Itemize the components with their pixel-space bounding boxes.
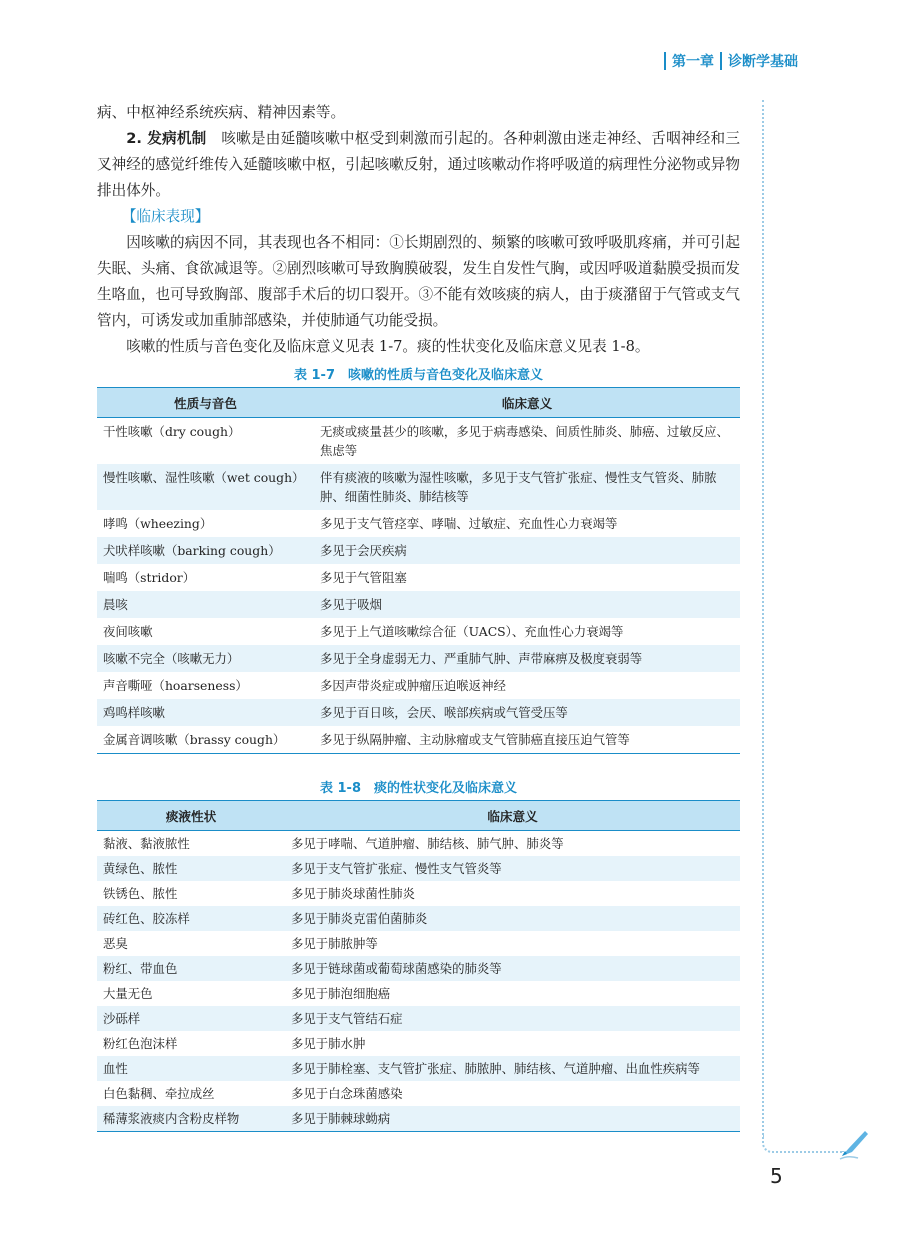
table-row xyxy=(97,672,740,699)
table-row xyxy=(97,418,740,465)
row-label-cell: 咳嗽不完全（咳嗽无力） xyxy=(97,645,314,672)
column-header: 性质与音色 xyxy=(97,388,314,418)
table-row xyxy=(97,564,740,591)
row-meaning-cell: 多见于支气管结石症 xyxy=(285,1006,740,1031)
row-meaning-cell: 多见于肺水肿 xyxy=(291,1036,366,1051)
subsection-heading: 2. 发病机制 xyxy=(126,130,207,147)
row-label-cell: 晨咳 xyxy=(97,591,314,618)
row-meaning-cell: 多见于百日咳，会厌、喉部疾病或气管受压等 xyxy=(314,699,740,726)
header-divider xyxy=(664,52,666,70)
row-meaning-cell: 多见于肺泡细胞癌 xyxy=(291,986,391,1001)
row-label-cell: 铁锈色、脓性 xyxy=(103,886,178,901)
row-label-cell: 大量无色 xyxy=(103,986,153,1001)
row-label-cell: 干性咳嗽（dry cough） xyxy=(103,424,241,439)
row-meaning-cell: 多见于肺炎克雷伯菌肺炎 xyxy=(285,906,740,931)
table-row xyxy=(97,856,740,881)
row-meaning-cell: 多见于气管阻塞 xyxy=(320,570,407,585)
row-label-cell: 鸡鸣样咳嗽 xyxy=(97,699,314,726)
row-label-cell: 慢性咳嗽、湿性咳嗽（wet cough） xyxy=(97,464,314,510)
table-row xyxy=(97,881,740,906)
table-row xyxy=(97,1006,740,1031)
row-meaning-cell: 多见于肺棘球蚴病 xyxy=(285,1106,740,1132)
table-row xyxy=(97,956,740,981)
row-meaning-cell: 多见于哮喘、气道肿瘤、肺结核、肺气肿、肺炎等 xyxy=(291,836,564,851)
paragraph-continued: 病、中枢神经系统疾病、精神因素等。 xyxy=(97,104,346,121)
row-label-cell: 砖红色、胶冻样 xyxy=(97,906,285,931)
row-meaning-cell: 多见于吸烟 xyxy=(314,591,740,618)
table-row xyxy=(97,464,740,510)
table-header-row xyxy=(97,801,740,831)
table-row xyxy=(97,981,740,1006)
table-1-7 xyxy=(97,387,740,754)
row-label-cell: 夜间咳嗽 xyxy=(103,624,153,639)
row-label-cell: 金属音调咳嗽（brassy cough） xyxy=(97,726,314,754)
row-meaning-cell: 多见于肺脓肿等 xyxy=(291,936,378,951)
table-row xyxy=(97,591,740,618)
table-row xyxy=(97,1056,740,1081)
table-row xyxy=(97,726,740,754)
header-divider xyxy=(720,52,722,70)
pen-icon xyxy=(838,1128,872,1162)
body-text xyxy=(97,100,740,360)
row-label-cell: 稀薄浆液痰内含粉皮样物 xyxy=(97,1106,285,1132)
table-row xyxy=(97,699,740,726)
table-header-row xyxy=(97,388,740,418)
row-meaning-cell: 多见于上气道咳嗽综合征（UACS）、充血性心力衰竭等 xyxy=(320,624,624,639)
column-header: 临床意义 xyxy=(314,388,740,418)
table-1-7-caption: 表 1-7 咳嗽的性质与音色变化及临床意义 xyxy=(293,368,543,383)
row-label-cell: 黄绿色、脓性 xyxy=(97,856,285,881)
column-header: 临床意义 xyxy=(285,801,740,831)
margin-decoration xyxy=(762,100,764,1135)
table-row xyxy=(97,510,740,537)
table-1-8-caption: 表 1-8 痰的性状变化及临床意义 xyxy=(319,781,517,796)
table-row xyxy=(97,906,740,931)
paragraph-clinical: 因咳嗽的病因不同，其表现也各不相同：①长期剧烈的、频繁的咳嗽可致呼吸肌疼痛，并可引起失眠、头痛、食欲减退等。②剧烈咳嗽可导致胸膜破裂，发生自发性气胸，或因呼吸道黏膜受损而发生咯血，也可导致胸部、腹部手术后的切口裂开。③不能有效咳痰的病人，由于痰潴留于气管或支气管内，可诱发或加重肺部感染，并使肺通气功能受损。 xyxy=(97,234,740,329)
mechanism-text: 咳嗽是由延髓咳嗽中枢受到刺激而引起的。各种刺激由迷走神经、舌咽神经和三叉神经的感觉纤维传入延髓咳嗽中枢，引起咳嗽反射，通过咳嗽动作将呼吸道的病理性分泌物或异物排出体外。 xyxy=(97,130,740,199)
row-label-cell: 粉红、带血色 xyxy=(97,956,285,981)
row-meaning-cell: 多见于肺炎球菌性肺炎 xyxy=(291,886,415,901)
row-meaning-cell: 多见于白念珠菌感染 xyxy=(291,1086,403,1101)
table-row xyxy=(97,1081,740,1106)
row-meaning-cell: 无痰或痰量甚少的咳嗽，多见于病毒感染、间质性肺炎、肺癌、过敏反应、焦虑等 xyxy=(320,424,729,458)
row-meaning-cell: 多见于支气管扩张症、慢性支气管炎等 xyxy=(285,856,740,881)
table-row xyxy=(97,1031,740,1056)
row-label-cell: 黏液、黏液脓性 xyxy=(103,836,190,851)
table-row xyxy=(97,1106,740,1132)
row-label-cell: 白色黏稠、牵拉成丝 xyxy=(103,1086,215,1101)
table-row xyxy=(97,831,740,857)
row-meaning-cell: 多见于肺栓塞、支气管扩张症、肺脓肿、肺结核、气道肿瘤、出血性疾病等 xyxy=(285,1056,740,1081)
table-row xyxy=(97,537,740,564)
paragraph-reference: 咳嗽的性质与音色变化及临床意义见表 1-7。痰的性状变化及临床意义见表 1-8。 xyxy=(126,338,650,355)
table-row xyxy=(97,645,740,672)
row-label-cell: 犬吠样咳嗽（barking cough） xyxy=(97,537,314,564)
table-row xyxy=(97,618,740,645)
row-label-cell: 恶臭 xyxy=(103,936,128,951)
row-label-cell: 喘鸣（stridor） xyxy=(103,570,196,585)
row-meaning-cell: 多因声带炎症或肿瘤压迫喉返神经 xyxy=(320,678,506,693)
row-meaning-cell: 伴有痰液的咳嗽为湿性咳嗽，多见于支气管扩张症、慢性支气管炎、肺脓肿、细菌性肺炎、肺结核等 xyxy=(314,464,740,510)
margin-decoration-corner xyxy=(762,1135,844,1153)
row-meaning-cell: 多见于会厌疾病 xyxy=(314,537,740,564)
row-label-cell: 粉红色泡沫样 xyxy=(103,1036,178,1051)
row-label-cell: 血性 xyxy=(97,1056,285,1081)
column-header: 痰液性状 xyxy=(97,801,285,831)
row-meaning-cell: 多见于链球菌或葡萄球菌感染的肺炎等 xyxy=(285,956,740,981)
paragraph-mechanism xyxy=(97,126,740,204)
running-header xyxy=(664,48,900,74)
row-meaning-cell: 多见于支气管痉挛、哮喘、过敏症、充血性心力衰竭等 xyxy=(320,516,618,531)
row-label-cell: 沙砾样 xyxy=(97,1006,285,1031)
row-label-cell: 哮鸣（wheezing） xyxy=(103,516,213,531)
table-row xyxy=(97,931,740,956)
row-label-cell: 声音嘶哑（hoarseness） xyxy=(103,678,248,693)
chapter-label: 第一章 xyxy=(672,54,714,70)
row-meaning-cell: 多见于全身虚弱无力、严重肺气肿、声带麻痹及极度衰弱等 xyxy=(314,645,740,672)
chapter-title: 诊断学基础 xyxy=(728,54,798,70)
table-1-8 xyxy=(97,800,740,1132)
page-number: 5 xyxy=(770,1164,783,1188)
section-title: 【临床表现】 xyxy=(121,208,210,225)
row-meaning-cell: 多见于纵隔肿瘤、主动脉瘤或支气管肺癌直接压迫气管等 xyxy=(314,726,740,754)
